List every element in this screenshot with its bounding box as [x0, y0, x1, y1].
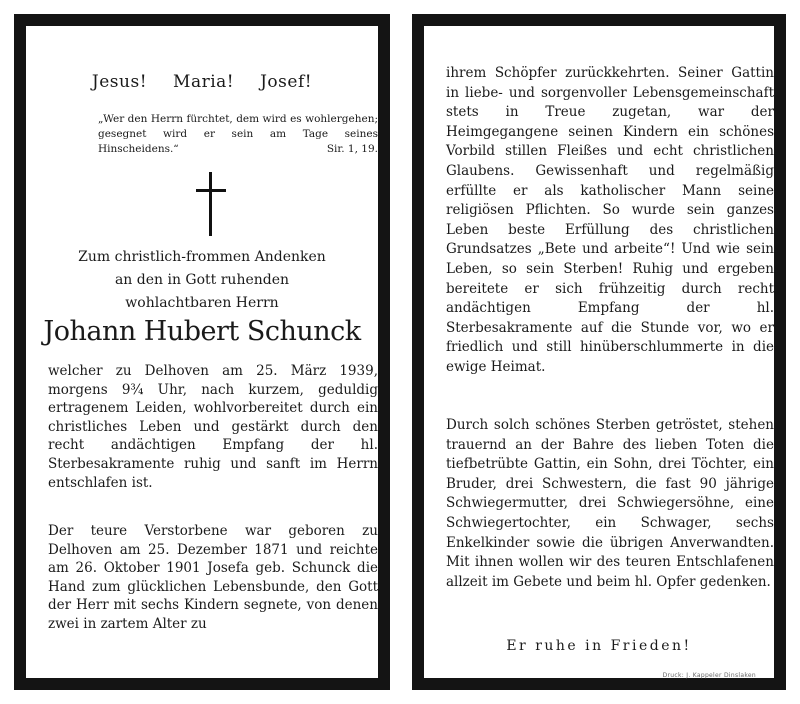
invocation-jesus: Jesus!: [91, 72, 148, 92]
cross-icon: [196, 172, 226, 236]
left-page: [14, 14, 390, 690]
deceased-name: Johann Hubert Schunck: [43, 316, 361, 347]
invocation-line: [26, 72, 378, 92]
obituary-paragraph: welcher zu Delhoven am 25. März 1939, morgens 9¾ Uhr, nach kurzem, geduldig ertragenem Leiden, wohlvorbereitet durch ein christliches Leben und gestärkt durch den recht andächtigen Empfang der hl. Sterbesakramente ruhig und sanft im Herrn entschlafen ist.: [48, 363, 378, 491]
closing-line: Er ruhe in Frieden!: [506, 638, 692, 654]
mourners-paragraph: Durch solch schönes Sterben getröstet, stehen trauernd an der Bahre des lieben Toten die tiefbetrübte Gattin, ein Sohn, drei Töchter, ein Bruder, drei Schwestern, die fast 90 jährige Schwiegermutter, drei Schwiegersöhne, eine Schwiegertochter, ein Schwager, sechs Enkelkinder sowie die übrigen Anverwandten. Mit ihnen wollen wir des teuren Entschlafenen allzeit im Gebete und beim hl. Opfer gedenken.: [446, 417, 774, 590]
biography-paragraph: Der teure Verstorbene war geboren zu Delhoven am 25. Dezember 1871 und reichte am 26. Oktober 1901 Josefa geb. Schunck die Hand zum glücklichen Lebensbunde, den Gott der Herr mit sechs Kindern segnete, von denen zwei in zartem Alter zu: [48, 523, 378, 632]
motto-text: „Wer den Herrn fürchtet, dem wird es wohlergehen; gesegnet wird er sein am Tage seines Hinscheidens.“: [98, 113, 378, 155]
invocation-maria: Maria!: [173, 72, 235, 92]
right-page: [412, 14, 786, 690]
memorial-line: an den in Gott ruhenden: [114, 272, 290, 288]
biography-continued-paragraph: ihrem Schöpfer zurückkehrten. Seiner Gattin in liebe- und sorgenvoller Lebensgemeinschaft stets in Treue zugetan, war der Heimgegangene seinen Kindern ein schönes Vorbild stillen Fleißes und echt christlichen Glaubens. Gewissenhaft und regelmäßig erfüllte er als katholischer Mann seine religiösen Pflichten. So wurde sein ganzes Leben beste Erfüllung des christlichen Grundsatzes „Bete und arbeite“! Und wie sein Leben, so sein Sterben! Ruhig und ergeben bereitete er sich frühzeitig durch recht andächtigen Empfang der hl. Sterbesakramente auf die Stunde vor, wo er friedlich und still hinüberschlummerte in die ewige Heimat.: [446, 65, 774, 375]
memorial-heading: [26, 246, 378, 315]
bible-motto: [98, 112, 378, 157]
memorial-line: Zum christlich-frommen Andenken: [78, 249, 326, 265]
memorial-line: wohlachtbaren Herrn: [125, 295, 279, 311]
printer-imprint: Druck: J. Kappeler Dinslaken: [662, 672, 756, 679]
motto-reference: Sir. 1, 19.: [326, 143, 378, 155]
invocation-josef: Josef!: [260, 72, 313, 92]
